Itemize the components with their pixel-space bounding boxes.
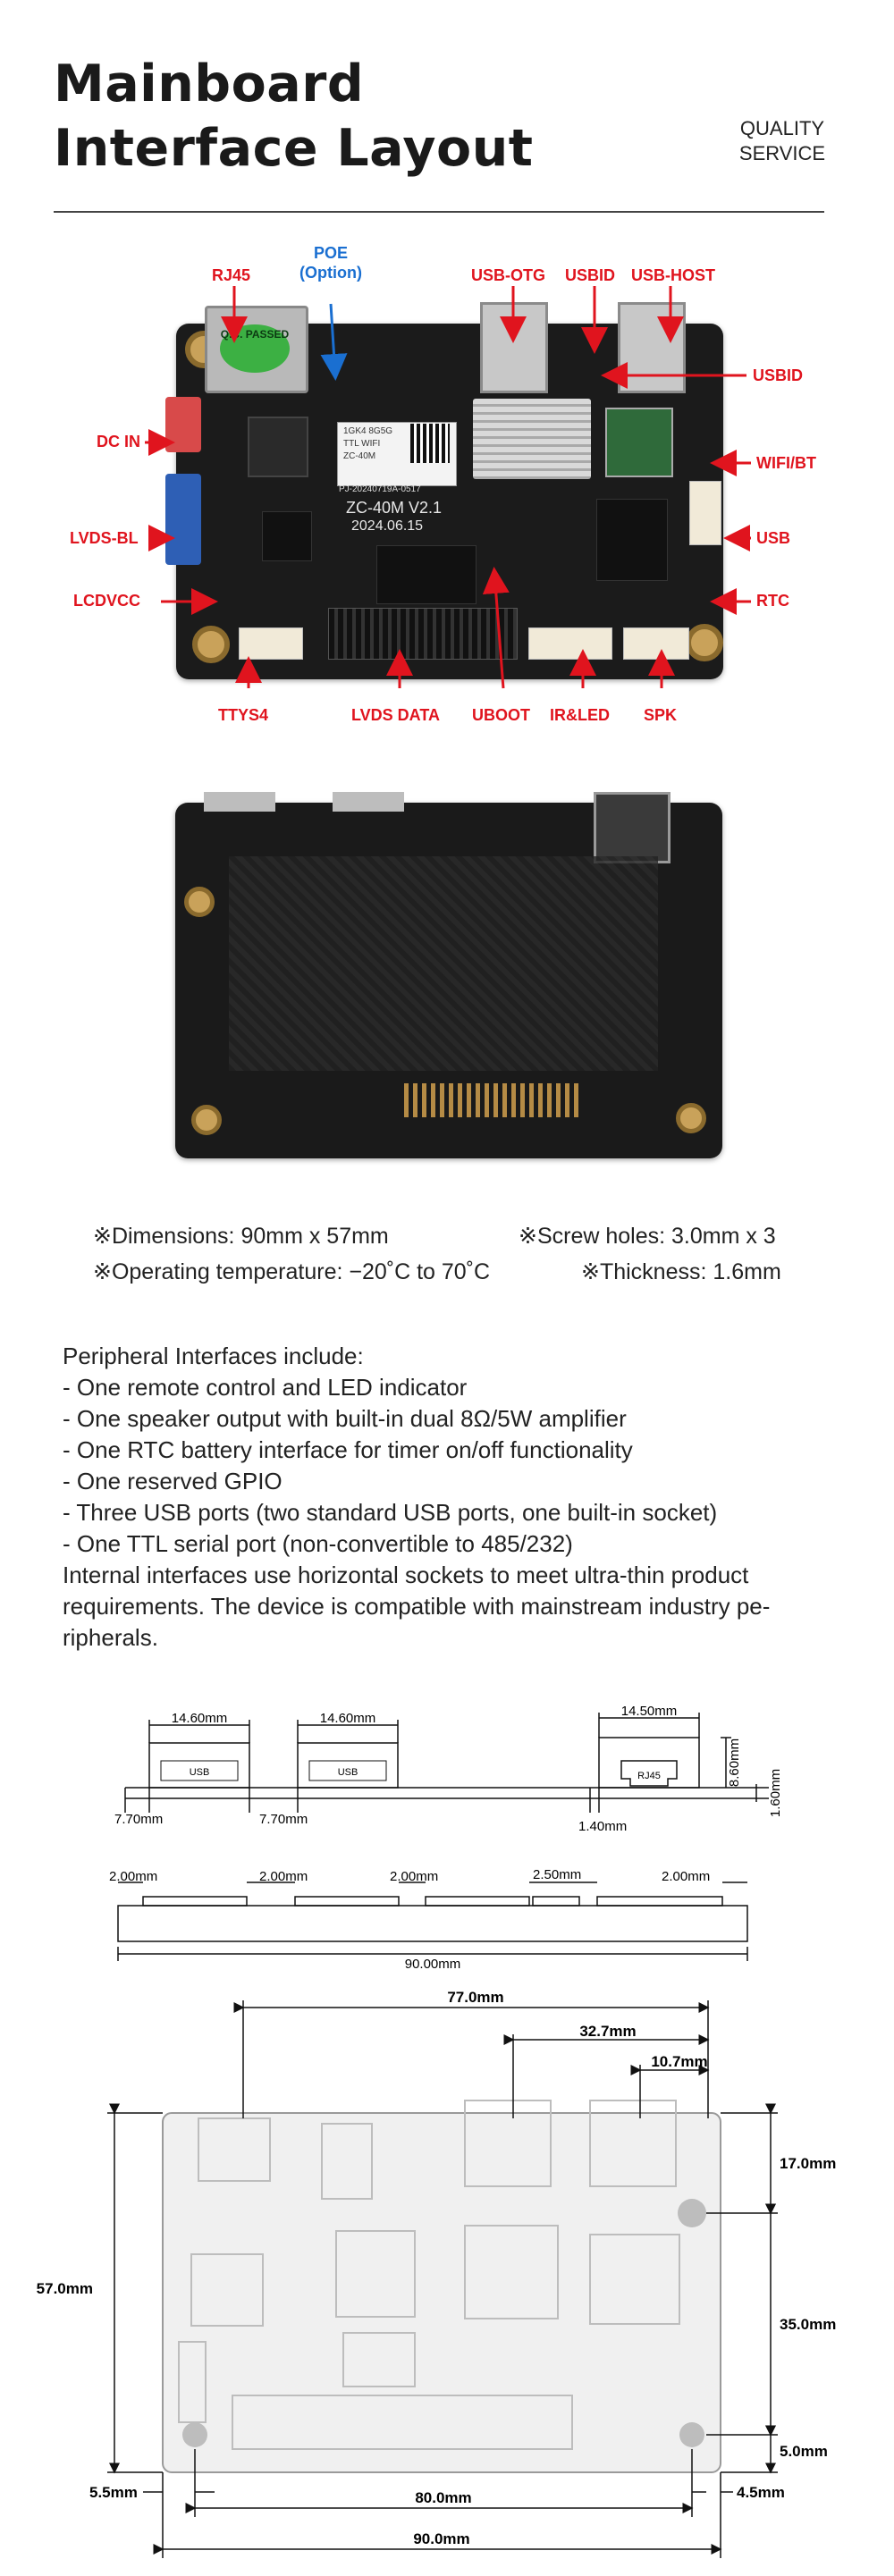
bottom-gap-3: 2.00mm [390, 1869, 439, 1884]
plan-hole-span: 80.0mm [415, 2489, 472, 2506]
spec-temperature: ※Operating temperature: −20˚C to 70˚C [93, 1259, 491, 1284]
plan-small-span: 10.7mm [651, 2053, 708, 2070]
badge-line-2: SERVICE [738, 142, 826, 164]
qc-label: Q.C. PASSED [220, 328, 290, 341]
side-rj45-width: 14.50mm [620, 1704, 678, 1719]
side-view-drawing [0, 1698, 894, 1859]
sticker-serial: PJ-20240719A-0517 [339, 484, 421, 494]
plan-mid-span: 32.7mm [579, 2023, 637, 2040]
title-line-2: Interface Layout [54, 119, 534, 178]
mount-hole [676, 1103, 706, 1133]
callout-rtc: RTC [756, 592, 789, 610]
callout-usbid-top: USBID [565, 266, 616, 284]
peripheral-description [63, 1341, 849, 1654]
callout-dc-in: DC IN [97, 433, 140, 450]
callout-lvds-bl: LVDS-BL [70, 529, 139, 547]
side-usb1-label: USB [189, 1767, 210, 1778]
title-line-1: Mainboard [54, 55, 365, 114]
callout-spk: SPK [644, 706, 678, 724]
side-rj45-offset: 1.40mm [578, 1819, 628, 1834]
plan-right-edge: 4.5mm [737, 2484, 785, 2501]
silkscreen-model: ZC-40M V2.1 [346, 499, 443, 517]
plan-left-height: 57.0mm [36, 2280, 93, 2297]
bottom-pin-header [404, 1083, 583, 1117]
peripheral-item: - One RTC battery interface for timer on/off functionality [63, 1436, 633, 1463]
bottom-total: 90.00mm [404, 1957, 461, 1972]
bottom-gap-5: 2.00mm [662, 1869, 711, 1884]
spec-screw-holes: ※Screw holes: 3.0mm x 3 [519, 1224, 776, 1249]
sticker-model: ZC-40M [343, 451, 376, 461]
plan-right-bot: 5.0mm [780, 2443, 828, 2460]
callout-lcdvcc: LCDVCC [73, 592, 140, 610]
plan-mount-hole [182, 2422, 207, 2447]
peripheral-item: - One remote control and LED indicator [63, 1374, 468, 1401]
plan-mount-hole [679, 2422, 704, 2447]
board-bottom-photo [175, 803, 722, 1158]
bottom-pads [229, 856, 658, 1071]
bottom-gap-1: 2.00mm [109, 1869, 158, 1884]
sticker-spec: 1GK4 8G5G [343, 426, 393, 436]
side-usb2-width: 14.60mm [319, 1711, 376, 1726]
silkscreen-date: 2024.06.15 [351, 518, 424, 534]
side-usb1-offset: 7.70mm [114, 1812, 164, 1827]
spec-dimensions: ※Dimensions: 90mm x 57mm [93, 1224, 389, 1249]
callout-poe [291, 243, 371, 282]
plan-left-bot: 5.5mm [89, 2484, 138, 2501]
peripheral-item: - One speaker output with built-in dual 8Ω/5W amplifier [63, 1405, 627, 1432]
callout-poe-line-1: POE [313, 244, 348, 262]
mount-hole [184, 887, 215, 917]
side-rj45-height: 8.60mm [727, 1738, 742, 1788]
peripheral-item: - Three USB ports (two standard USB ports, one built-in socket) [63, 1499, 718, 1526]
callout-usb: USB [756, 529, 791, 547]
callout-poe-line-2: (Option) [299, 264, 362, 282]
side-rj45-label: RJ45 [637, 1771, 661, 1781]
quality-service-badge [715, 116, 849, 166]
peripheral-summary: Internal interfaces use horizontal sockets to meet ultra-thin product requirements. The device is compatible with mainstream industry pe-ripherals. [63, 1562, 771, 1651]
spec-thickness: ※Thickness: 1.6mm [581, 1259, 781, 1284]
side-usb1-width: 14.60mm [171, 1711, 228, 1726]
side-board-thickness: 1.60mm [768, 1768, 783, 1818]
bottom-gap-2: 2.00mm [259, 1869, 308, 1884]
callout-wifi-bt: WIFI/BT [756, 454, 816, 472]
peripheral-intro: Peripheral Interfaces include: [63, 1343, 364, 1369]
bottom-usb-edge [204, 792, 275, 812]
plan-mount-hole [678, 2199, 706, 2227]
bottom-edge-drawing [0, 1868, 894, 1975]
bottom-rj45 [594, 792, 670, 863]
callout-usbid-right: USBID [753, 366, 804, 384]
plan-board-outline [163, 2113, 721, 2472]
plan-view-drawing [0, 1984, 894, 2576]
side-usb2-label: USB [337, 1767, 358, 1778]
page-title [54, 52, 534, 181]
callout-usb-otg: USB-OTG [471, 266, 545, 284]
callout-ttys4: TTYS4 [218, 706, 269, 724]
side-usb2-offset: 7.70mm [259, 1812, 308, 1827]
callout-rj45: RJ45 [212, 266, 251, 284]
peripheral-item: - One reserved GPIO [63, 1468, 283, 1494]
plan-right-top: 17.0mm [780, 2155, 837, 2172]
mount-hole [191, 1105, 222, 1135]
callout-lvds-data: LVDS DATA [351, 706, 440, 724]
plan-top-span: 77.0mm [447, 1989, 504, 2006]
callout-usb-host: USB-HOST [631, 266, 715, 284]
plan-right-mid: 35.0mm [780, 2316, 837, 2333]
callout-arrows [0, 232, 894, 751]
plan-total-width: 90.0mm [413, 2530, 470, 2547]
badge-line-1: QUALITY [739, 117, 825, 139]
callout-uboot: UBOOT [472, 706, 530, 724]
peripheral-item: - One TTL serial port (non-convertible to 485/232) [63, 1530, 573, 1557]
bottom-gap-4: 2.50mm [533, 1868, 582, 1882]
callout-ir-led: IR&LED [550, 706, 610, 724]
sticker-net: TTL WIFI [343, 439, 381, 449]
bottom-usb-edge [333, 792, 404, 812]
header-divider [54, 211, 824, 213]
